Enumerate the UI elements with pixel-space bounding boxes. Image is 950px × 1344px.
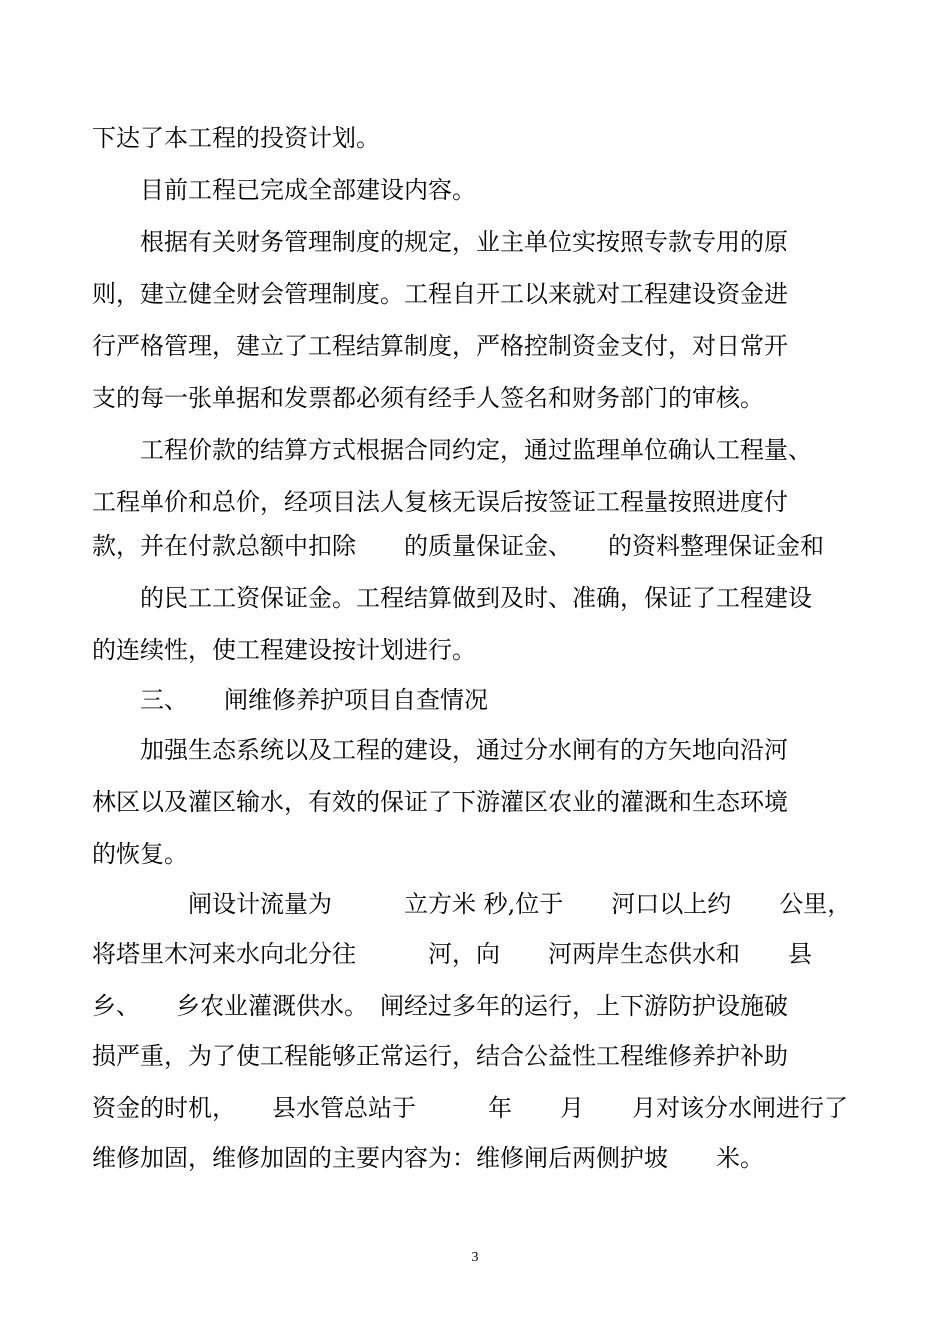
section-heading: 三、 闸维修养护项目自查情况 — [92, 686, 488, 714]
text-line: 的连续性，使工程建设按计划进行。 — [92, 636, 476, 664]
text-line: 资金的时机， 县水管总站于 年 月 月对该分水闸进行了 — [92, 1094, 848, 1122]
text-line: 行严格管理，建立了工程结算制度，严格控制资金支付，对日常开 — [92, 332, 788, 360]
text-line: 则，建立健全财会管理制度。工程自开工以来就对工程建设资金进 — [92, 280, 788, 308]
text-line: 根据有关财务管理制度的规定，业主单位实按照专款专用的原 — [92, 228, 788, 256]
text-line: 支的每一张单据和发票都必须有经手人签名和财务部门的审核。 — [92, 384, 764, 412]
text-line: 款，并在付款总额中扣除 的质量保证金、 的资料整理保证金和 — [92, 532, 824, 560]
text-line: 的恢复。 — [92, 840, 188, 868]
text-line: 乡、 乡农业灌溉供水。 闸经过多年的运行，上下游防护设施破 — [92, 992, 788, 1020]
text-line: 将塔里木河来水向北分往 河，向 河两岸生态供水和 县 — [92, 940, 812, 968]
text-line: 维修加固，维修加固的主要内容为：维修闸后两侧护坡 米。 — [92, 1144, 764, 1172]
text-line: 加强生态系统以及工程的建设，通过分水闸有的方矢地向沿河 — [92, 736, 788, 764]
page-number: 3 — [471, 1250, 479, 1265]
text-line: 工程单价和总价，经项目法人复核无误后按签证工程量按照进度付 — [92, 488, 788, 516]
text-line: 闸设计流量为 立方米 秒,位于 河口以上约 公里， — [92, 890, 852, 918]
text-line: 目前工程已完成全部建设内容。 — [92, 176, 476, 204]
text-line: 下达了本工程的投资计划。 — [92, 124, 380, 152]
text-line: 损严重，为了使工程能够正常运行，结合公益性工程维修养护补助 — [92, 1042, 788, 1070]
text-line: 工程价款的结算方式根据合同约定，通过监理单位确认工程量、 — [92, 436, 812, 464]
text-line: 的民工工资保证金。工程结算做到及时、准确，保证了工程建设 — [92, 584, 812, 612]
text-line: 林区以及灌区输水，有效的保证了下游灌区农业的灌溉和生态环境 — [92, 788, 788, 816]
